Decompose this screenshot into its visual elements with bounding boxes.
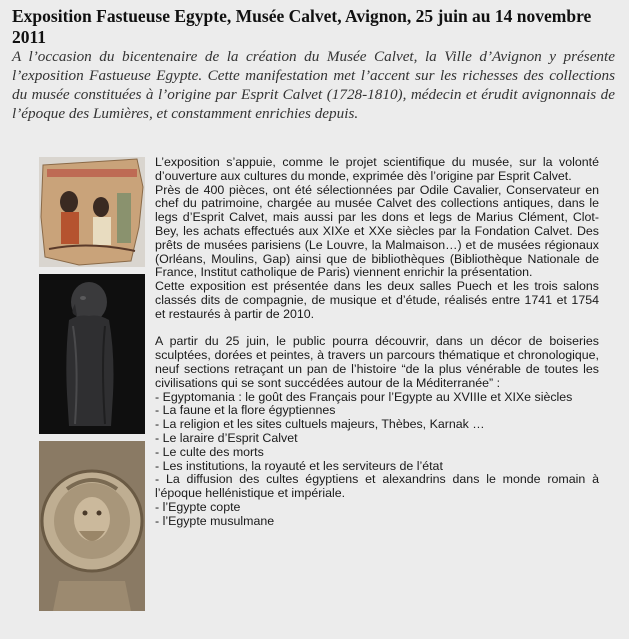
serapis-relief-image	[39, 441, 145, 611]
list-item: - l’Egypte copte	[155, 501, 599, 515]
article-title: Exposition Fastueuse Egypte, Musée Calvet, Avignon, 25 juin au 14 novembre 2011	[12, 6, 592, 47]
article-intro: A l’occasion du bicentenaire de la création du Musée Calvet, la Ville d’Avignon y présente l’exposition Fastueuse Egypte. Cette manifestation met l’accent sur les richesses des collections du musée constituées à l’origine par Esprit Calvet (1728-1810), médecin et érudit avignonnais de l’époque des Lumières, et constamment enrichies depuis.	[12, 48, 615, 122]
paragraph-spacer	[155, 322, 599, 336]
body-paragraph: Cette exposition est présentée dans les deux salles Puech et les trois salons classés dits de compagnie, de musique et d’étude, réalisés entre 1741 et 1754 et restaurés à partir de 2010.	[155, 279, 599, 321]
article-body	[155, 156, 599, 529]
body-paragraph: A partir du 25 juin, le public pourra découvrir, dans un décor de boiseries sculptées, dorées et peintes, à travers un parcours thématique et chronologique, neuf sections retraçant un pan de l’histoire “de la plus vénérable de toutes les civilisations qui se sont succédées autour de la Méditerranée” :	[155, 334, 599, 390]
list-item: - La religion et les sites cultuels majeurs, Thèbes, Karnak …	[155, 418, 599, 432]
list-item: - La diffusion des cultes égyptiens et alexandrins dans le monde romain à l’époque hellénistique et impériale.	[155, 473, 599, 501]
list-item: - l’Egypte musulmane	[155, 515, 599, 529]
list-item: - La faune et la flore égyptiennes	[155, 404, 599, 418]
list-item: - Egyptomania : le goût des Français pour l’Egypte au XVIIIe et XIXe siècles	[155, 391, 599, 405]
fresco-image	[39, 157, 145, 267]
list-item: - Le culte des morts	[155, 446, 599, 460]
body-paragraph: Près de 400 pièces, ont été sélectionnées par Odile Cavalier, Conservateur en chef du patrimoine, chargée au musée Calvet des collections antiques, dans le legs d’Esprit Calvet, mais aussi par les dons et legs de Marius Clément, Clot-Bey, les achats effectués aux XIXe et XXe siècles par la Fondation Calvet. Des prêts de musées parisiens (Le Louvre, la Malmaison…) et de musées régionaux (Orléans, Moulins, Gap) ainsi que de bibliothèques (Bibliothèque Nationale de France, Institut catholique de Paris) viennent enrichir la présentation.	[155, 182, 599, 280]
list-item: - Le laraire d’Esprit Calvet	[155, 432, 599, 446]
body-paragraph: L’exposition s’appuie, comme le projet scientifique du musée, sur la volonté d’ouverture aux cultures du monde, exprimée dès l’origine par Esprit Calvet.	[155, 155, 599, 183]
sections-list	[155, 391, 599, 529]
image-column	[39, 157, 145, 618]
list-item: - Les institutions, la royauté et les serviteurs de l’état	[155, 460, 599, 474]
falcon-statue-image	[39, 274, 145, 434]
